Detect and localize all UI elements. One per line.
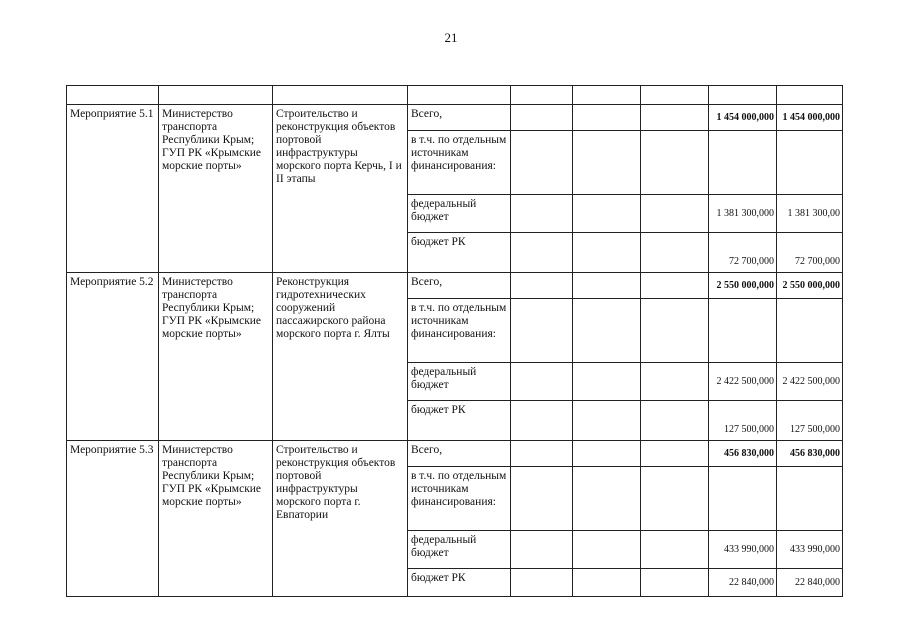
empty-cell [511,105,573,131]
total-amount-cell: 127 500,000 [777,401,843,441]
header-cell [159,86,273,105]
empty-cell [641,363,709,401]
funding-source-cell: федеральный бюджет [408,195,511,233]
amount-cell: 456 830,000 [709,441,777,467]
funding-source-cell: бюджет РК [408,233,511,273]
empty-cell [641,441,709,467]
funding-source-cell: Всего, [408,273,511,299]
total-amount-cell [777,131,843,195]
header-cell [273,86,408,105]
empty-cell [511,531,573,569]
executor-cell: Министерство транспорта Республики Крым; ГУП РК «Крымские морские порты» [159,441,273,597]
funding-source-cell: федеральный бюджет [408,531,511,569]
total-amount-cell: 1 454 000,000 [777,105,843,131]
funding-source-cell: в т.ч. по отдельным источникам финансирования: [408,467,511,531]
table-body [67,86,843,597]
amount-cell: 22 840,000 [709,569,777,597]
empty-cell [641,531,709,569]
total-amount-cell: 433 990,000 [777,531,843,569]
empty-cell [641,401,709,441]
total-amount-cell: 72 700,000 [777,233,843,273]
empty-cell [511,401,573,441]
funding-source-cell: в т.ч. по отдельным источникам финансирования: [408,299,511,363]
description-cell: Строительство и реконструкция объектов портовой инфраструктуры морского порта Керчь, I и II этапы [273,105,408,273]
total-amount-cell: 456 830,000 [777,441,843,467]
empty-cell [573,131,641,195]
empty-cell [573,401,641,441]
table-row [67,273,843,299]
funding-source-cell: Всего, [408,105,511,131]
empty-cell [511,195,573,233]
empty-cell [511,569,573,597]
amount-cell [709,467,777,531]
description-cell: Реконструкция гидротехнических сооружений пассажирского района морского порта г. Ялты [273,273,408,441]
total-amount-cell: 1 381 300,00 [777,195,843,233]
amount-cell: 2 550 000,000 [709,273,777,299]
empty-cell [641,569,709,597]
amount-cell: 433 990,000 [709,531,777,569]
empty-cell [641,299,709,363]
empty-cell [641,467,709,531]
empty-cell [511,441,573,467]
empty-cell [641,195,709,233]
funding-source-cell: бюджет РК [408,401,511,441]
amount-cell: 72 700,000 [709,233,777,273]
empty-cell [573,105,641,131]
header-cell [709,86,777,105]
funding-source-cell: федеральный бюджет [408,363,511,401]
empty-cell [573,273,641,299]
funding-source-cell: Всего, [408,441,511,467]
empty-cell [573,299,641,363]
empty-cell [573,441,641,467]
amount-cell [709,299,777,363]
empty-cell [641,105,709,131]
empty-cell [573,363,641,401]
page-number: 21 [444,30,458,45]
amount-cell [709,131,777,195]
header-cell [67,86,159,105]
empty-cell [573,569,641,597]
amount-cell: 2 422 500,000 [709,363,777,401]
measure-name-cell: Мероприятие 5.3 [67,441,159,597]
empty-cell [511,467,573,531]
empty-cell [511,273,573,299]
empty-cell [573,195,641,233]
empty-cell [511,299,573,363]
amount-cell: 1 381 300,000 [709,195,777,233]
total-amount-cell [777,299,843,363]
empty-cell [511,363,573,401]
header-cell [408,86,511,105]
amount-cell: 1 454 000,000 [709,105,777,131]
empty-cell [511,233,573,273]
executor-cell: Министерство транспорта Республики Крым; ГУП РК «Крымские морские порты» [159,105,273,273]
funding-table [66,85,843,597]
header-cell [573,86,641,105]
empty-cell [573,531,641,569]
total-amount-cell: 2 550 000,000 [777,273,843,299]
funding-source-cell: бюджет РК [408,569,511,597]
table-row [67,441,843,467]
table-row [67,105,843,131]
header-cell [511,86,573,105]
total-amount-cell: 22 840,000 [777,569,843,597]
empty-cell [573,233,641,273]
total-amount-cell [777,467,843,531]
empty-cell [641,131,709,195]
amount-cell: 127 500,000 [709,401,777,441]
measure-name-cell: Мероприятие 5.1 [67,105,159,273]
executor-cell: Министерство транспорта Республики Крым; ГУП РК «Крымские морские порты» [159,273,273,441]
description-cell: Строительство и реконструкция объектов портовой инфраструктуры морского порта г. Евпатории [273,441,408,597]
total-amount-cell: 2 422 500,000 [777,363,843,401]
header-cell [777,86,843,105]
empty-cell [573,467,641,531]
header-cell [641,86,709,105]
empty-cell [511,131,573,195]
table-header-row [67,86,843,105]
funding-source-cell: в т.ч. по отдельным источникам финансирования: [408,131,511,195]
empty-cell [641,233,709,273]
measure-name-cell: Мероприятие 5.2 [67,273,159,441]
empty-cell [641,273,709,299]
